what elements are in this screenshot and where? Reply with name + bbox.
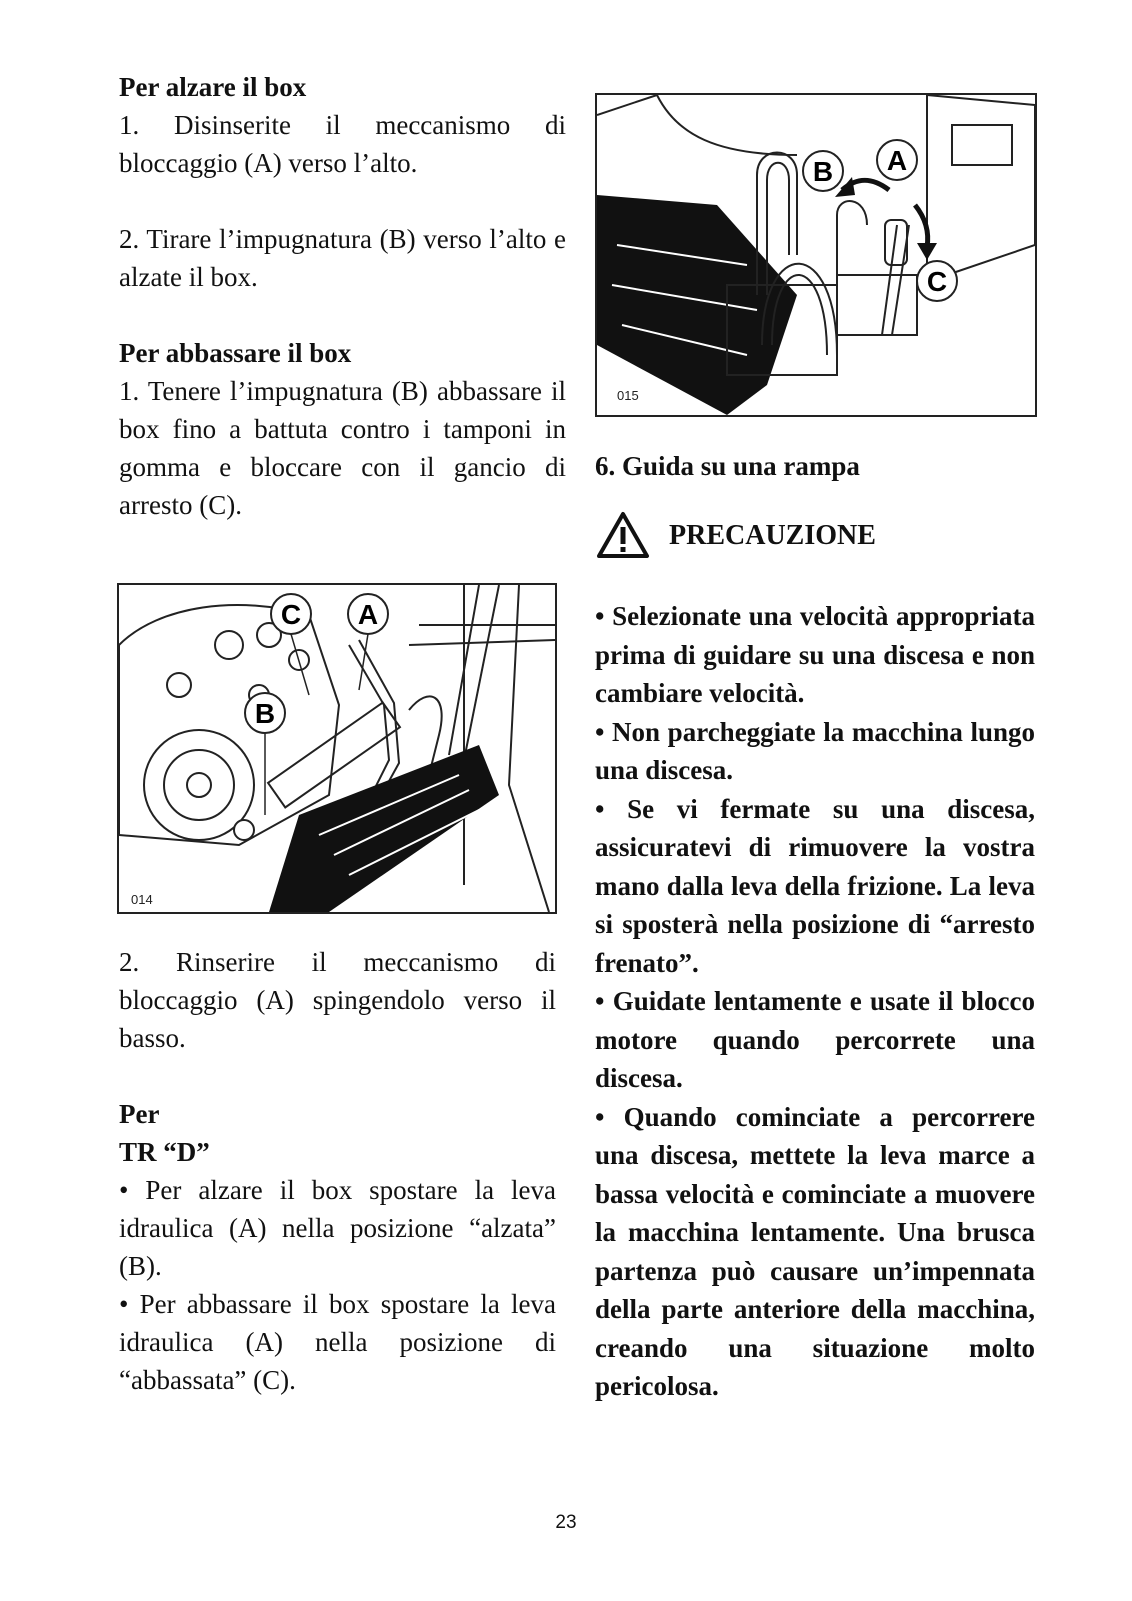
left-column-lower xyxy=(119,943,556,1399)
page-number: 23 xyxy=(555,1512,577,1533)
figure-015 xyxy=(595,93,1037,417)
warning-list xyxy=(595,597,1035,1406)
section-heading: 6. Guida su una rampa xyxy=(595,451,860,481)
lower-heading: Per abbassare il box xyxy=(119,338,352,368)
figure-015-label-c: C xyxy=(926,266,948,297)
figure-014-label-c: C xyxy=(280,599,302,630)
warning-bullet-1: • Selezionate una velocità appropriata prima di guidare su una discesa e non cambiare velocità. xyxy=(595,601,1035,708)
figure-015-label-b: B xyxy=(812,156,834,187)
warning-triangle-icon xyxy=(596,511,650,564)
warning-bullet-4: • Guidate lentamente e usate il blocco motore quando percorrete una discesa. xyxy=(595,986,1035,1093)
tr-bullet-2: • Per abbassare il box spostare la leva idraulica (A) nella posizione di “abbassata” (C). xyxy=(119,1289,556,1395)
figure-014-code: 014 xyxy=(131,892,153,907)
figure-015-code: 015 xyxy=(617,388,639,403)
figure-014-illustration xyxy=(119,585,555,912)
figure-014-label-b: B xyxy=(254,698,276,729)
warning-title: PRECAUZIONE xyxy=(669,520,876,551)
tr-heading-line-1: Per xyxy=(119,1099,160,1129)
figure-015-label-a: A xyxy=(886,145,908,176)
raise-step-1: 1. Disinserite il meccanismo di bloccaggio (A) verso l’alto. xyxy=(119,110,566,178)
warning-bullet-5: • Quando cominciate a percorrere una discesa, mettete la leva marce a bassa velocità e cominciate a muovere la macchina lentamente. Una brusca partenza può causare un’impennata della parte anteriore della macchina, creando una situazione molto pericolosa. xyxy=(595,1101,1035,1401)
right-column xyxy=(595,447,1035,485)
tr-heading-line-2: TR “D” xyxy=(119,1137,210,1167)
raise-step-2: 2. Tirare l’impugnatura (B) verso l’alto e alzate il box. xyxy=(119,224,566,292)
raise-heading: Per alzare il box xyxy=(119,72,307,102)
lower-step-1: 1. Tenere l’impugnatura (B) abbassare il box fino a battuta contro i tamponi in gomma e bloccare con il gancio di arresto (C). xyxy=(119,376,566,520)
figure-014-label-a: A xyxy=(357,599,379,630)
left-column xyxy=(119,68,566,524)
lower-step-2: 2. Rinserire il meccanismo di bloccaggio (A) spingendolo verso il basso. xyxy=(119,947,556,1053)
tr-bullet-1: • Per alzare il box spostare la leva idraulica (A) nella posizione “alzata” (B). xyxy=(119,1175,556,1281)
warning-bullet-3: • Se vi fermate su una discesa, assicuratevi di rimuovere la vostra mano dalla leva della frizione. La leva si sposterà nella posizione di “arresto frenato”. xyxy=(595,793,1035,978)
figure-014 xyxy=(117,583,557,914)
figure-015-illustration xyxy=(597,95,1035,415)
warning-bullet-2: • Non parcheggiate la macchina lungo una discesa. xyxy=(595,716,1035,785)
